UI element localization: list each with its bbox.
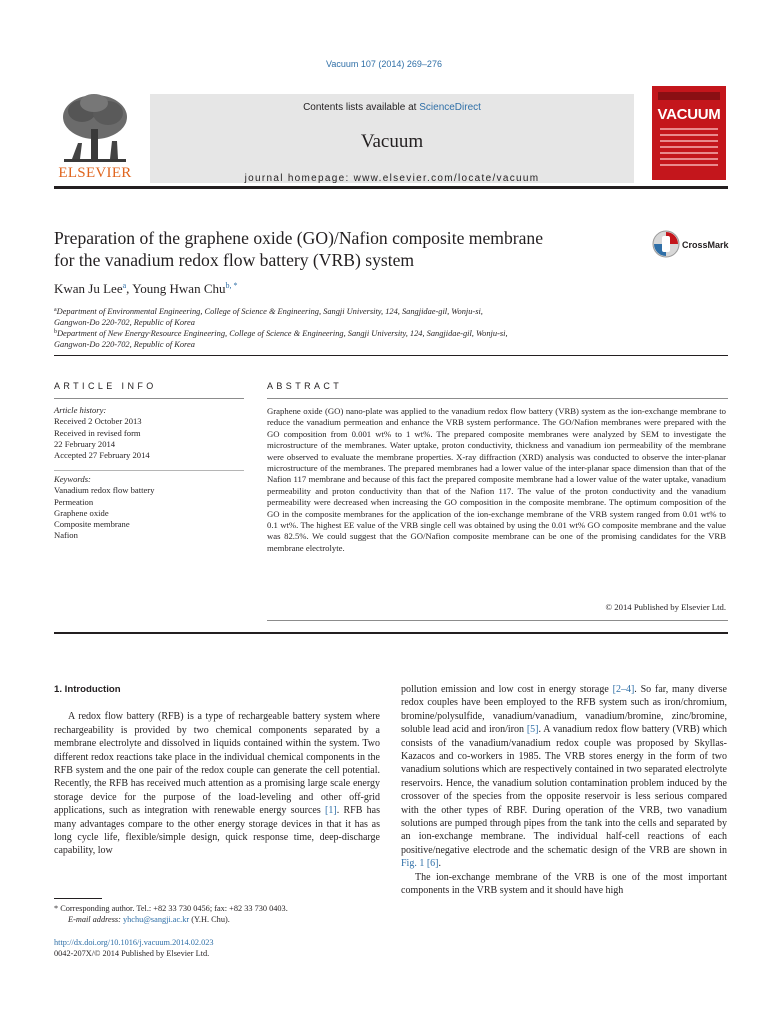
paragraph-text: . RFB has many advantages compare to the other energy storage devices in that it has as long cycle life, flexible/simple design, quick response time, deep-discharge capability, low: [54, 805, 381, 857]
contents-prefix: Contents lists available at: [303, 102, 420, 113]
reference-link[interactable]: [1]: [325, 805, 337, 817]
keywords-rule: [54, 470, 244, 471]
doi-block: [54, 937, 384, 959]
affiliation-a-mark: a: [54, 307, 57, 313]
footnote-rule: [54, 898, 102, 899]
journal-name: Vacuum: [360, 131, 424, 152]
keyword-item: Composite membrane: [54, 519, 130, 530]
contents-line: [150, 102, 634, 113]
crossmark-icon: [651, 229, 681, 259]
abstract-heading: ABSTRACT: [267, 381, 343, 391]
affiliation-b-mark: b: [54, 329, 57, 335]
corresponding-author-contact: Corresponding author. Tel.: +82 33 730 0456; fax: +82 33 730 0403.: [58, 904, 288, 913]
reference-link[interactable]: [6]: [426, 858, 439, 870]
keywords: [54, 474, 244, 542]
section-heading-introduction: 1. Introduction: [54, 684, 121, 695]
abstract-rule: [267, 398, 728, 399]
affiliation-a-line-1: Department of Environmental Engineering, College of Science & Engineering, Sangji University, 124, Sangjidae-gil, Wonju-si,: [56, 307, 483, 316]
abstract-bottom-rule: [267, 620, 728, 621]
footnote-mark: *: [54, 904, 59, 913]
intro-paragraph-1: [54, 710, 380, 857]
affiliation-b-line-1: Department of New Energy·Resource Engineering, College of Science & Engineering, Sangji University, 124, Sangjidae-gil, Wonju-si,: [57, 329, 508, 338]
email-link[interactable]: yhchu@sangji.ac.kr: [123, 915, 190, 924]
received-date: Received 2 October 2013: [54, 416, 142, 427]
paragraph-text: pollution emission and low cost in energy storage: [401, 684, 613, 695]
author-2-affiliation[interactable]: b, *: [225, 281, 238, 290]
author-list: [54, 281, 238, 297]
keyword-item: Vanadium redox flow battery: [54, 485, 155, 496]
author-1-affiliation[interactable]: a: [122, 281, 127, 290]
keyword-item: Graphene oxide: [54, 507, 109, 518]
journal-homepage[interactable]: journal homepage: www.elsevier.com/locate/vacuum: [244, 173, 540, 184]
affiliation-a: [54, 305, 574, 328]
cover-title: VACUUM: [657, 106, 721, 123]
journal-masthead: [54, 85, 728, 186]
doi-link[interactable]: http://dx.doi.org/10.1016/j.vacuum.2014.02.023: [54, 938, 214, 947]
email-suffix: (Y.H. Chu).: [189, 915, 230, 924]
abstract-text: Graphene oxide (GO) nano-plate was applied to the vanadium redox flow battery (VRB) system as the ion-exchange membrane to reduce the vanadium permeation and enhance the VRB system performance. The GO/Nafion membranes were prepared with the GO composition from 0.001 wt% to 1 wt%. The prepared composite membranes were analyzed by SEM to investigate the microstructure of the membranes. Water uptake, proton conductivity, thickness and vanadium ion permeability of the membrane were observed to evaluate the membrane properties. X-ray diffraction (XRD) analysis was conducted to observe the inter-planar microstructure of the membranes. The prepared membranes had a lower value of the inter-planar space dimension than that of the Nafion 117 membrane and because of this fact the prepared composite membrane had a lower value of the water uptake, vanadium permeability and proton conductivity than that of the Nafion 117. The value of the proton conductivity and the vanadium permeability were decreased when increasing the GO composition in the composite membrane. The optimum composition of the GO in the composite membranes for the application of the ion-exchange membrane of the VRB system ranged from 0.01 wt% to 0.1 wt%. The highest EE value of the VRB single cell was obtained by using the 0.01 wt% GO composite membrane and the value was 82.5%. We could suggest that the GO/Nafion composite membrane can be one of the promising candidates for the VRB membrane electrolyte.: [267, 406, 726, 553]
paragraph-text: A redox flow battery (RFB) is a type of rechargeable battery system where rechargeability is provided by two chemical components separated by a membrane electrolyte and dissolved in liquids contained within the system. Two different redox reactions take place in the individual chemical components in the RFB system and the one pair of the redox couple can generate the cell potential. Recently, the RFB has received much attention as a promising large scale energy storage device for the purpose of the load-leveling and other off-grid applications, such as integration with renewable energy sources: [54, 711, 380, 817]
publisher-name: ELSEVIER: [58, 165, 132, 181]
body-column-left: [54, 683, 380, 858]
intro-paragraph-1-continued: [401, 683, 727, 871]
author-separator: ,: [126, 281, 133, 296]
issn-line: 0042-207X/© 2014 Published by Elsevier Ltd.: [54, 949, 210, 958]
keyword-item: Permeation: [54, 496, 94, 507]
cover-lines: [660, 128, 718, 170]
title-line-1: Preparation of the graphene oxide (GO)/Nafion composite membrane: [54, 228, 544, 248]
title-line-2: for the vanadium redox flow battery (VRB) system: [54, 250, 415, 270]
reference-link[interactable]: [2–4]: [612, 684, 635, 695]
author-2: Young Hwan Chu: [132, 281, 226, 296]
paragraph-text: . A vanadium redox flow battery (VRB) which consists of the vanadium/vanadium redox couple was proposed by Skyllas-Kazacos and co-workers in 1985. The VRB stores energy in the form of two vanadium solutions which are respectively contained in two separated electrolyte reservoirs. Hence, the vanadium solution contamination problem induced by the crossover of the species from the opposite reservoir is less serious compared with the other types of RBF. During operation of the VRB, two vanadium solutions are pumped through pipes from the tank into the cells and separated by an ion-exchange membrane. The individual half-cell reactions of each positive/negative electrode and the schematic design of the VRB are shown in: [401, 724, 727, 856]
accepted-date: Accepted 27 February 2014: [54, 450, 150, 461]
affiliation-b-line-2: Gangwon-Do 220-702, Republic of Korea: [54, 340, 195, 349]
revised-date: 22 February 2014: [54, 438, 116, 449]
affiliation-a-line-2: Gangwon-Do 220-702, Republic of Korea: [54, 318, 195, 327]
body-column-right: [401, 683, 727, 898]
front-matter-divider: [54, 632, 728, 634]
history-label: Article history:: [54, 405, 107, 415]
journal-citation[interactable]: Vacuum 107 (2014) 269–276: [326, 59, 442, 69]
journal-cover-image: [652, 86, 726, 180]
journal-info-box: [150, 94, 634, 183]
figure-link[interactable]: Fig. 1: [401, 858, 425, 870]
keyword-item: Nafion: [54, 530, 78, 541]
revised-label: Received in revised form: [54, 427, 141, 438]
article-history: [54, 405, 244, 461]
sciencedirect-link[interactable]: ScienceDirect: [419, 102, 481, 113]
paragraph-text: . So far, many diverse redox couples have been employed to the RFB system such as iron/chromium, bromine/polysulfide, vanadium/vanadium, vanadium/bromine, zinc/bromine, soluble lead acid and iron/iron: [401, 684, 727, 736]
author-1: Kwan Ju Lee: [54, 281, 123, 296]
article-info-heading: ARTICLE INFO: [54, 381, 157, 391]
article-title: [54, 227, 644, 271]
paragraph-text: .: [438, 858, 442, 870]
crossmark-label: CrossMark: [682, 240, 729, 250]
reference-link[interactable]: [5]: [526, 724, 539, 736]
abstract-copyright: © 2014 Published by Elsevier Ltd.: [605, 602, 726, 612]
affiliation-b: [54, 327, 574, 350]
article-info-rule: [54, 398, 244, 399]
cover-strip: [658, 92, 720, 100]
corresponding-author-footnote: [54, 903, 384, 925]
masthead-rule: [54, 186, 728, 189]
keywords-label: Keywords:: [54, 474, 91, 484]
intro-paragraph-2: The ion-exchange membrane of the VRB is one of the most important components in the VRB system and it should have high: [401, 871, 727, 897]
crossmark-badge[interactable]: [651, 229, 731, 259]
header-divider: [54, 355, 728, 356]
email-label: E-mail address:: [68, 915, 123, 924]
